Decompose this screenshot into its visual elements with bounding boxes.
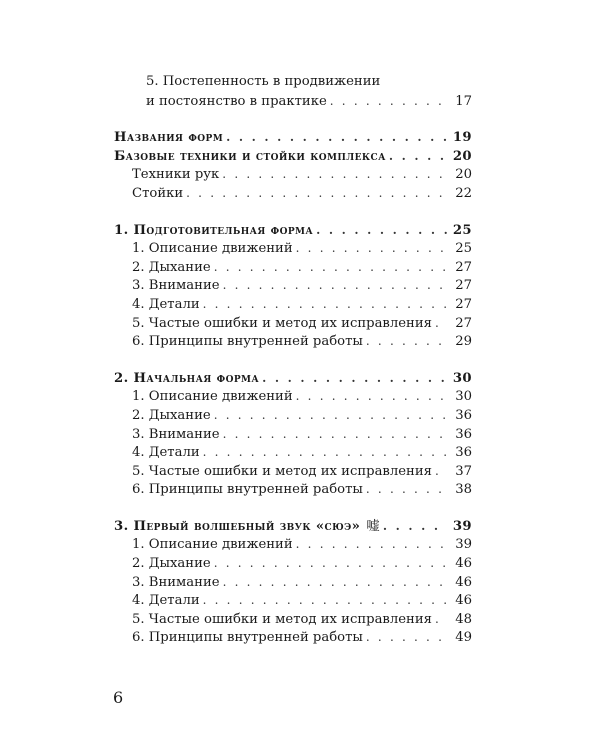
toc-leader-dots bbox=[366, 332, 447, 351]
toc-section-title: 1. Подготовительная форма bbox=[114, 222, 314, 238]
toc-entry-label: 2. Дыхание bbox=[132, 259, 211, 275]
toc-entry-intro[interactable] bbox=[114, 92, 472, 111]
toc-page-number: 27 bbox=[455, 315, 472, 331]
toc-entry-label: и постоянство в практике bbox=[146, 93, 327, 109]
toc-entry[interactable] bbox=[114, 573, 472, 592]
toc-leader-dots bbox=[223, 425, 447, 444]
toc-page-number: 48 bbox=[455, 611, 472, 627]
toc-page-number: 37 bbox=[455, 463, 472, 479]
toc-page-number: 36 bbox=[455, 407, 472, 423]
toc-section-title: Базовые техники и стойки комплекса bbox=[114, 148, 386, 164]
toc-entry-label: 1. Описание движений bbox=[132, 241, 293, 257]
toc-section-base-techniques[interactable] bbox=[114, 147, 472, 166]
toc-leader-dots bbox=[262, 369, 447, 388]
toc-section-title: Названия форм bbox=[114, 130, 224, 146]
toc-section-title: 2. Начальная форма bbox=[114, 370, 260, 386]
toc-leader-dots bbox=[383, 517, 447, 536]
toc-page-number: 29 bbox=[455, 334, 472, 350]
toc-entry[interactable] bbox=[114, 314, 472, 333]
toc-entry-intro-line1: 5. Постепенность в продвижении bbox=[146, 74, 381, 89]
toc-entry-label: Стойки bbox=[132, 185, 184, 201]
toc-page-number: 27 bbox=[455, 296, 472, 312]
toc-entry-label: 1. Описание движений bbox=[132, 389, 293, 405]
toc-entry-label: 2. Дыхание bbox=[132, 407, 211, 423]
toc-entry[interactable] bbox=[114, 480, 472, 499]
toc-page-number: 17 bbox=[455, 93, 472, 109]
toc-page-number: 27 bbox=[455, 278, 472, 294]
toc-page-number: 46 bbox=[455, 556, 472, 572]
toc-page-number: 20 bbox=[452, 148, 472, 164]
toc-leader-dots bbox=[296, 535, 447, 554]
toc-entry[interactable] bbox=[114, 258, 472, 277]
toc-page-number: 49 bbox=[455, 630, 472, 646]
toc-entry-label: 4. Детали bbox=[132, 593, 200, 609]
toc-entry-label: 1. Описание движений bbox=[132, 537, 293, 553]
toc-leader-dots bbox=[296, 239, 447, 258]
toc-entry[interactable] bbox=[114, 554, 472, 573]
toc-page-number: 25 bbox=[452, 222, 472, 238]
toc-entry[interactable] bbox=[114, 295, 472, 314]
toc-page-number: 38 bbox=[455, 482, 472, 498]
toc-entry-label: 6. Принципы внутренней работы bbox=[132, 482, 363, 498]
toc-page-number: 36 bbox=[455, 426, 472, 442]
toc-entry-label: 6. Принципы внутренней работы bbox=[132, 630, 363, 646]
toc-entry-label: 6. Принципы внутренней работы bbox=[132, 334, 363, 350]
toc-entry-label: 2. Дыхание bbox=[132, 556, 211, 572]
toc-page-number: 46 bbox=[455, 593, 472, 609]
toc-page-number: 22 bbox=[455, 185, 472, 201]
toc-section-form-2[interactable] bbox=[114, 369, 472, 388]
toc-page-number: 19 bbox=[452, 130, 472, 146]
toc-leader-dots bbox=[203, 591, 447, 610]
toc-entry-label: 5. Частые ошибки и метод их исправления bbox=[132, 315, 432, 331]
toc-leader-dots bbox=[435, 314, 447, 333]
toc-leader-dots bbox=[203, 295, 447, 314]
toc-page-number: 39 bbox=[455, 537, 472, 553]
toc-entry[interactable] bbox=[114, 332, 472, 351]
toc-page-number: 27 bbox=[455, 259, 472, 275]
toc-page-number: 30 bbox=[452, 370, 472, 386]
toc-entry[interactable] bbox=[114, 387, 472, 406]
toc-entry[interactable] bbox=[114, 462, 472, 481]
toc-leader-dots bbox=[389, 147, 447, 166]
toc-entry-label: 3. Внимание bbox=[132, 574, 220, 590]
page-number: 6 bbox=[113, 688, 124, 707]
toc-leader-dots bbox=[296, 387, 447, 406]
toc-leader-dots bbox=[435, 610, 447, 629]
toc-page-number: 20 bbox=[455, 167, 472, 183]
toc-page-number: 46 bbox=[455, 574, 472, 590]
toc-leader-dots bbox=[316, 221, 447, 240]
toc-leader-dots bbox=[330, 92, 447, 111]
toc-section-form-3[interactable] bbox=[114, 517, 472, 536]
toc-entry[interactable] bbox=[114, 276, 472, 295]
toc-leader-dots bbox=[226, 128, 447, 147]
toc-entry-label: 4. Детали bbox=[132, 445, 200, 461]
toc-leader-dots bbox=[366, 480, 447, 499]
toc-leader-dots bbox=[435, 462, 447, 481]
toc-entry-stances[interactable] bbox=[114, 184, 472, 203]
toc-entry-label: Техники рук bbox=[132, 167, 220, 183]
toc-entry-label: 5. Частые ошибки и метод их исправления bbox=[132, 611, 432, 627]
toc-entry[interactable] bbox=[114, 535, 472, 554]
toc-leader-dots bbox=[214, 554, 447, 573]
toc-leader-dots bbox=[366, 628, 447, 647]
toc-leader-dots bbox=[214, 258, 447, 277]
toc-entry[interactable] bbox=[114, 591, 472, 610]
table-of-contents bbox=[114, 73, 472, 647]
toc-entry[interactable] bbox=[114, 406, 472, 425]
toc-entry-label: 3. Внимание bbox=[132, 278, 220, 294]
toc-entry-label: 4. Детали bbox=[132, 296, 200, 312]
toc-section-form-names[interactable] bbox=[114, 128, 472, 147]
toc-entry-hand-techniques[interactable] bbox=[114, 165, 472, 184]
toc-entry-label: 3. Внимание bbox=[132, 426, 220, 442]
toc-page-number: 39 bbox=[452, 518, 472, 534]
toc-leader-dots bbox=[222, 165, 447, 184]
toc-entry[interactable] bbox=[114, 610, 472, 629]
toc-entry-label: 5. Частые ошибки и метод их исправления bbox=[132, 463, 432, 479]
toc-leader-dots bbox=[203, 443, 447, 462]
toc-leader-dots bbox=[214, 406, 447, 425]
toc-page-number: 30 bbox=[455, 389, 472, 405]
toc-entry[interactable] bbox=[114, 628, 472, 647]
toc-entry[interactable] bbox=[114, 239, 472, 258]
toc-entry[interactable] bbox=[114, 443, 472, 462]
toc-page-number: 25 bbox=[455, 241, 472, 257]
toc-entry[interactable] bbox=[114, 425, 472, 444]
toc-leader-dots bbox=[186, 184, 447, 203]
toc-leader-dots bbox=[223, 276, 447, 295]
toc-section-form-1[interactable] bbox=[114, 221, 472, 240]
toc-page-number: 36 bbox=[455, 445, 472, 461]
chinese-character-xu: 嘘 bbox=[366, 518, 380, 534]
toc-leader-dots bbox=[223, 573, 447, 592]
toc-section-title: 3. Первый волшебный звук «сюэ» 嘘 bbox=[114, 518, 380, 534]
